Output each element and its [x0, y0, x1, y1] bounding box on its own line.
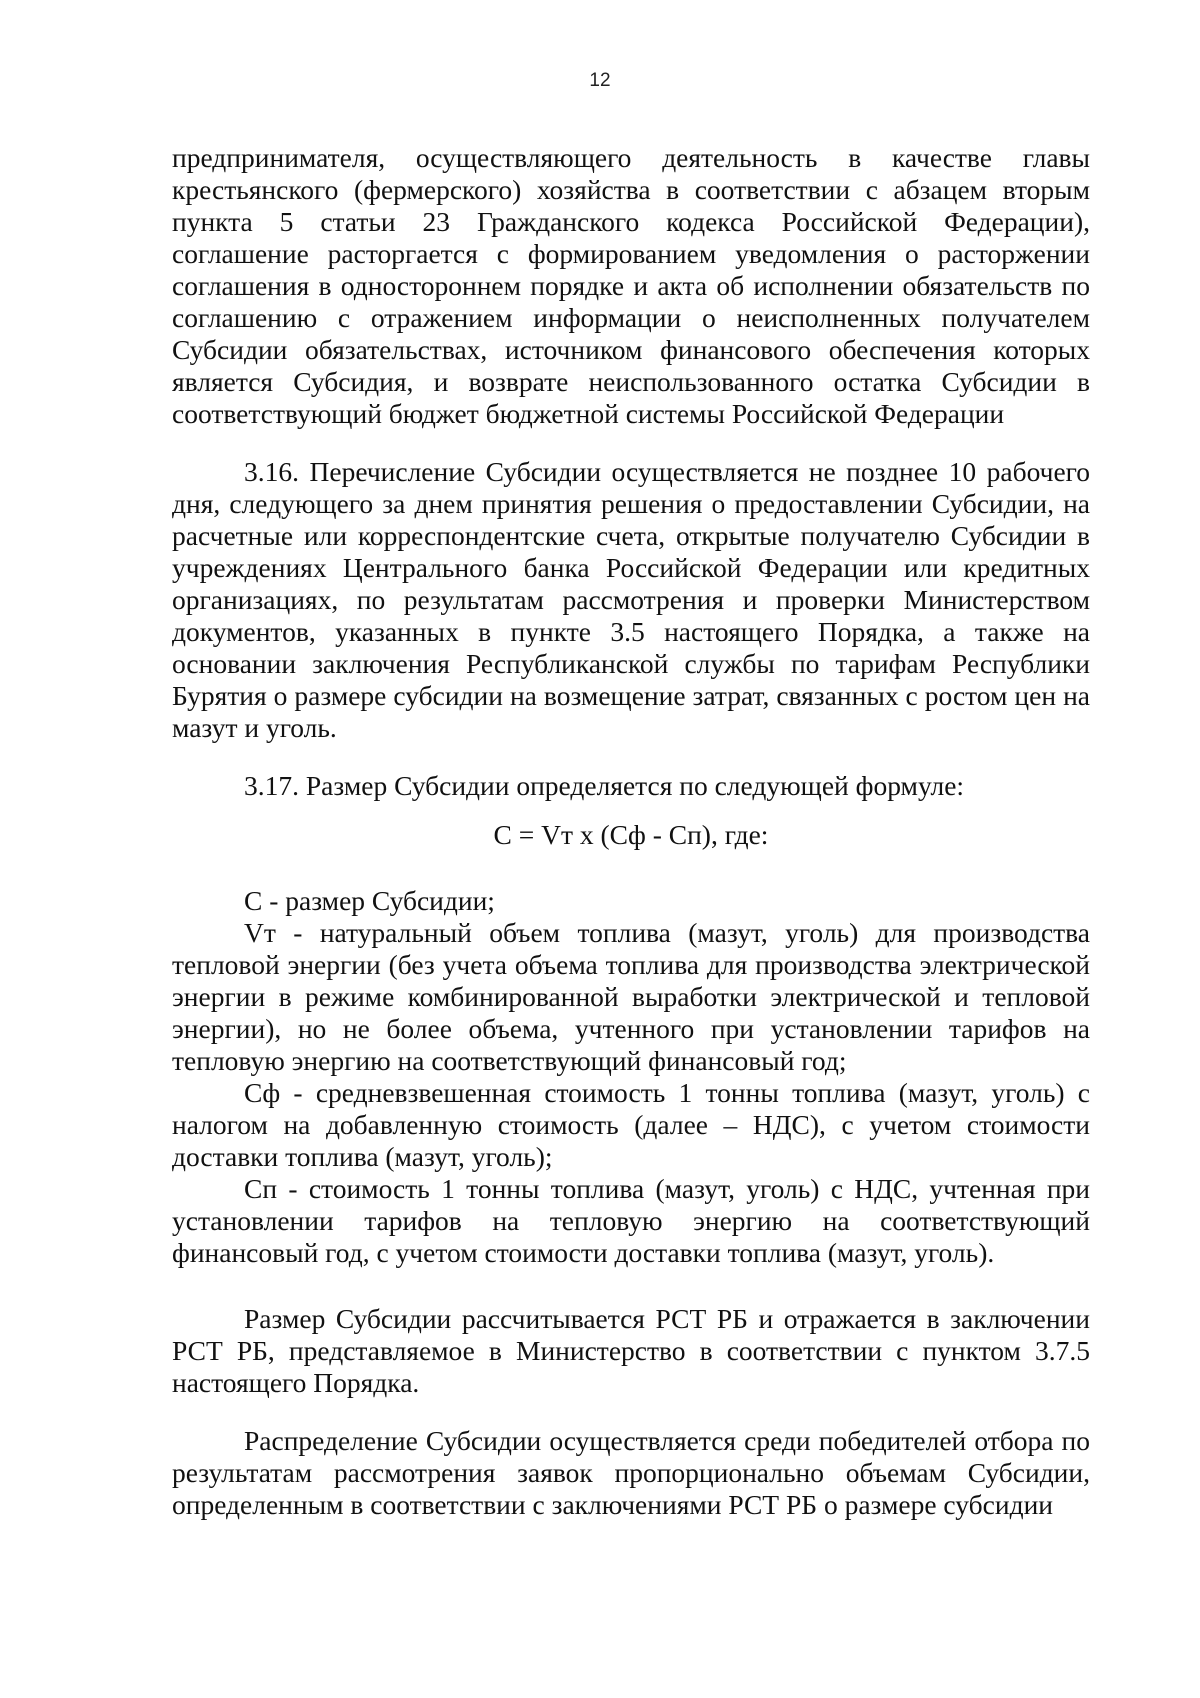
definition-sp: Сп - стоимость 1 тонны топлива (мазут, уголь) с НДС, учтенная при установлении тарифов на тепловую энергию на соответствующий финансовый год, с учетом стоимости доставки топлива (мазут, уголь). — [172, 1173, 1090, 1268]
paragraph-3-16: 3.16. Перечисление Субсидии осуществляется не позднее 10 рабочего дня, следующего за днем принятия решения о предоставлении Субсидии, на расчетные или корреспондентские счета, открытые получателю Субсидии в учреждениях Центрального банка Российской Федерации или кредитных организациях, по результатам рассмотрения и проверки Министерством документов, указанных в пункте 3.5 настоящего Порядка, а также на основании заключения Республиканской службы по тарифам Республики Бурятия о размере субсидии на возмещение затрат, связанных с ростом цен на мазут и уголь. — [172, 456, 1090, 743]
paragraph-3-17: 3.17. Размер Субсидии определяется по следующей формуле: — [244, 770, 965, 801]
page-number: 12 — [589, 70, 611, 91]
paragraph-subsidy-distribution: Распределение Субсидии осуществляется среди победителей отбора по результатам рассмотрения заявок пропорционально объемам Субсидии, определенным в соответствии с заключениями РСТ РБ о размере субсидии — [172, 1425, 1090, 1520]
subsidy-formula: С = Vт х (Сф - Сп), где: — [493, 819, 769, 850]
paragraph-subsidy-calculation: Размер Субсидии рассчитывается РСТ РБ и отражается в заключении РСТ РБ, представляемое в Министерство в соответствии с пунктом 3.7.5 настоящего Порядка. — [172, 1303, 1090, 1398]
definition-c: С - размер Субсидии; — [244, 885, 495, 916]
definition-sf: Сф - средневзвешенная стоимость 1 тонны топлива (мазут, уголь) с налогом на добавленную стоимость (далее – НДС), с учетом стоимости доставки топлива (мазут, уголь); — [172, 1077, 1090, 1172]
paragraph-continuation: предпринимателя, осуществляющего деятельность в качестве главы крестьянского (фермерского) хозяйства в соответствии с абзацем вторым пункта 5 статьи 23 Гражданского кодекса Российской Федерации), соглашение расторгается с формированием уведомления о расторжении соглашения в одностороннем порядке и акта об исполнении обязательств по соглашению с отражением информации о неисполненных получателем Субсидии обязательствах, источником финансового обеспечения которых является Субсидия, и возврате неиспользованного остатка Субсидии в соответствующий бюджет бюджетной системы Российской Федерации — [172, 142, 1090, 429]
document-body — [172, 142, 1090, 1521]
definition-vt: Vт - натуральный объем топлива (мазут, уголь) для производства тепловой энергии (без учета объема топлива для производства электрической энергии в режиме комбинированной выработки электрической и тепловой энергии), но не более объема, учтенного при установлении тарифов на тепловую энергию на соответствующий финансовый год; — [172, 917, 1090, 1076]
